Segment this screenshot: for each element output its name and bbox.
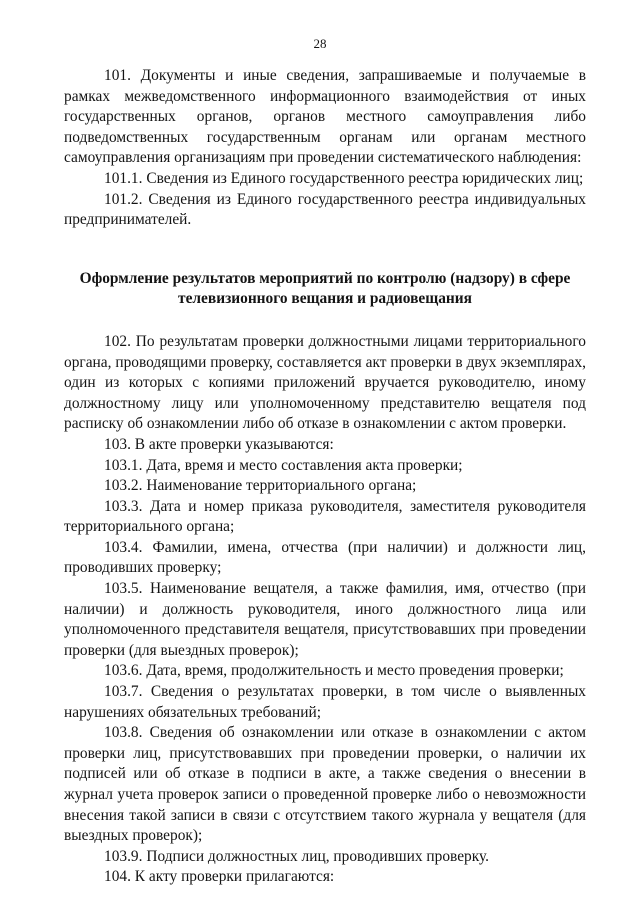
- paragraph-101-1: 101.1. Сведения из Единого государственного реестра юридических лиц;: [104, 169, 584, 187]
- paragraph-102: 102. По результатам проверки должностными лицами территориального органа, проводящими проверку, составляется акт проверки в двух экземплярах, один из которых с копиями приложений вручается руководителю, иному должностному лицу или уполномоченному представителю вещателя под расписку об ознакомлении либо об отказе в ознакомлении с актом проверки.: [64, 332, 586, 433]
- paragraph-101: 101. Документы и иные сведения, запрашиваемые и получаемые в рамках межведомственного информационного взаимодействия от иных государственных органов, органов местного самоуправления либо подведомственных государственным органам или органам местного самоуправления организациям при проведении систематического наблюдения:: [64, 67, 586, 167]
- paragraph-103-5: 103.5. Наименование вещателя, а также фамилия, имя, отчество (при наличии) и должность руководителя, иного должностного лица или уполномоченного представителя вещателя, присутствовавших при проведении проверки (для выездных проверок);: [64, 580, 586, 659]
- paragraph-103-6: 103.6. Дата, время, продолжительность и место проведения проверки;: [104, 662, 564, 680]
- paragraph-103-4: 103.4. Фамилии, имена, отчества (при наличии) и должности лиц, проводивших проверку;: [64, 538, 586, 577]
- paragraph-103: 103. В акте проверки указываются:: [104, 435, 334, 453]
- paragraph-103-3: 103.3. Дата и номер приказа руководителя, заместителя руководителя территориального органа;: [64, 497, 586, 536]
- paragraph-101-2: 101.2. Сведения из Единого государственного реестра индивидуальных предпринимателей.: [64, 190, 586, 229]
- document-body: [64, 66, 586, 888]
- paragraph-104: 104. К акту проверки прилагаются:: [104, 868, 335, 886]
- page-number: 28: [313, 36, 327, 51]
- paragraph-103-8: 103.8. Сведения об ознакомлении или отказе в ознакомлении с актом проверки лиц, присутствовавших при проведении проверки, о наличии их подписей или об отказе в подписи в акте, а также сведения о внесении в журнал учета проверок записи о проведенной проверке либо о невозможности внесения такой записи в связи с отсутствием такого журнала у вещателя (для выездных проверок);: [64, 724, 586, 845]
- paragraph-103-7: 103.7. Сведения о результатах проверки, в том числе о выявленных нарушениях обязательных требований;: [64, 683, 586, 721]
- paragraph-103-9: 103.9. Подписи должностных лиц, проводивших проверку.: [104, 847, 489, 865]
- paragraph-103-1: 103.1. Дата, время и место составления акта проверки;: [104, 456, 463, 474]
- section-heading: Оформление результатов мероприятий по контролю (надзору) в сфере телевизионного вещания и радиовещания: [79, 269, 571, 308]
- paragraph-103-2: 103.2. Наименование территориального органа;: [104, 477, 417, 495]
